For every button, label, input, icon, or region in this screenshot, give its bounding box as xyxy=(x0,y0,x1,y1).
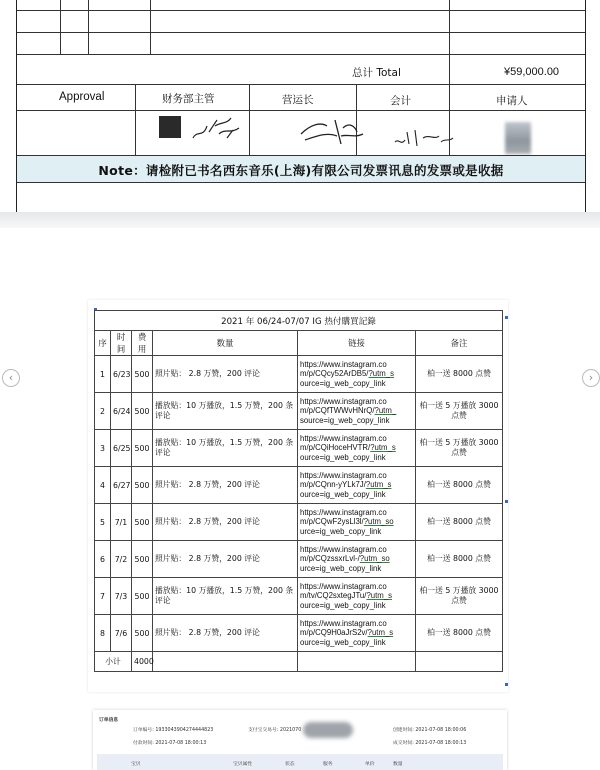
link-part: m/p/CQfTWWvHNrQ/ xyxy=(300,406,375,416)
link-part: m/p/CQcy52ArDB5/ xyxy=(300,369,369,379)
row-quantity: 照片贴： 2.8 万赞，200 评论 xyxy=(153,504,298,541)
link-part: https://www.instagram.co xyxy=(300,544,387,554)
redacted-trade-number xyxy=(303,722,353,738)
link-part: ource=ig_web_copy_link xyxy=(300,600,386,610)
link-part: https://www.instagram.co xyxy=(300,507,387,517)
total-label: 总计 Total xyxy=(352,67,401,79)
row-index: 5 xyxy=(95,504,111,541)
row-note: 柏一送 8000 点赞 xyxy=(416,541,503,578)
link-part: m/p/CQzssxrLvl-/ xyxy=(300,554,360,564)
row-note: 柏一送 5 万播放 3000 点赞 xyxy=(416,393,503,430)
table-line xyxy=(17,84,585,85)
table-line xyxy=(135,84,136,155)
row-link[interactable] xyxy=(298,541,416,578)
row-link[interactable] xyxy=(298,615,416,652)
sheet-edge xyxy=(0,212,600,228)
finance-head-header: 财务部主管 xyxy=(162,93,215,105)
row-fee: 500 xyxy=(132,393,153,430)
invoice-sheet xyxy=(16,0,586,213)
link-part: m/p/CQ9H0aJrS2v/ xyxy=(300,628,368,638)
row-index: 2 xyxy=(95,393,111,430)
pay-time: 付款时间: 2021-07-08 18:00:13 xyxy=(133,741,207,746)
redacted-signature xyxy=(159,116,181,138)
link-part: ource=ig_web_copy_link xyxy=(300,452,386,462)
table-row xyxy=(95,467,503,504)
table-header-row xyxy=(95,331,503,356)
order-table-header xyxy=(97,754,503,770)
col-cost-header: 费用 xyxy=(132,331,153,356)
subtotal-value: 4000 xyxy=(132,652,153,672)
row-index: 1 xyxy=(95,356,111,393)
table-row xyxy=(95,356,503,393)
link-part: ?utm_s xyxy=(366,591,393,601)
alipay-trade-number: 支付宝交易号: 2021070 xyxy=(248,728,302,733)
subtotal-label: 小计 xyxy=(95,652,132,672)
row-fee: 500 xyxy=(132,504,153,541)
link-part: source=ig_web_copy_link xyxy=(300,415,390,425)
order-number: 订单编号: 1933043904274444823 xyxy=(133,728,214,733)
link-part: m/p/CQnn-yYLk7J/ xyxy=(300,480,366,490)
link-part: urce=ig_web_copy_link xyxy=(300,563,382,573)
col-note-header: 备注 xyxy=(416,331,503,356)
row-quantity: 照片贴： 2.8 万赞，200 评论 xyxy=(153,356,298,393)
link-part: m/p/CQwF2ysLl3l/ xyxy=(300,517,364,527)
empty-cell xyxy=(153,652,298,672)
link-part: ?utm_s xyxy=(368,369,395,379)
row-quantity: 照片贴： 2.8 万赞，200 评论 xyxy=(153,615,298,652)
row-note: 柏一送 5 万播放 3000 点赞 xyxy=(416,578,503,615)
table-line xyxy=(17,110,585,111)
row-quantity: 照片贴： 2.8 万赞，200 评论 xyxy=(153,467,298,504)
accountant-header: 会计 xyxy=(390,95,411,107)
row-fee: 500 xyxy=(132,541,153,578)
table-line xyxy=(249,84,250,155)
row-link[interactable] xyxy=(298,356,416,393)
row-index: 8 xyxy=(95,615,111,652)
row-note: 柏一送 8000 点赞 xyxy=(416,615,503,652)
table-line xyxy=(88,0,89,54)
chevron-left-icon[interactable]: ‹ xyxy=(2,369,20,387)
purchase-record-sheet xyxy=(88,300,508,692)
row-fee: 500 xyxy=(132,615,153,652)
row-fee: 500 xyxy=(132,467,153,504)
corner-mark xyxy=(505,683,508,686)
blurred-signature xyxy=(505,122,531,154)
row-date: 7/3 xyxy=(111,578,132,615)
row-date: 6/23 xyxy=(111,356,132,393)
link-part: ?utm_s xyxy=(367,628,394,638)
order-col-header: 服务 xyxy=(323,762,333,767)
table-title: 2021 年 06/24-07/07 IG 热付購買記錄 xyxy=(95,311,503,331)
link-part: https://www.instagram.co xyxy=(300,359,387,369)
link-part: https://www.instagram.co xyxy=(300,581,387,591)
row-link[interactable] xyxy=(298,467,416,504)
corner-mark xyxy=(505,500,508,503)
row-link[interactable] xyxy=(298,393,416,430)
signature-finance xyxy=(187,112,247,144)
row-fee: 500 xyxy=(132,356,153,393)
purchase-table xyxy=(94,310,503,672)
row-date: 6/27 xyxy=(111,467,132,504)
row-index: 7 xyxy=(95,578,111,615)
subtotal-row xyxy=(95,652,503,672)
table-line xyxy=(17,10,585,11)
row-date: 6/24 xyxy=(111,393,132,430)
order-col-header: 状态 xyxy=(285,762,295,767)
empty-cell xyxy=(416,652,503,672)
signature-coo xyxy=(297,114,367,150)
create-time: 创建时间: 2021-07-08 18:00:06 xyxy=(393,728,467,733)
link-part: ource=ig_web_copy_link xyxy=(300,637,386,647)
link-part: https://www.instagram.co xyxy=(300,470,387,480)
row-note: 柏一送 8000 点赞 xyxy=(416,356,503,393)
table-row xyxy=(95,578,503,615)
row-fee: 500 xyxy=(132,578,153,615)
link-part: https://www.instagram.co xyxy=(300,433,387,443)
table-line xyxy=(17,32,585,33)
link-part: https://www.instagram.co xyxy=(300,618,387,628)
row-link[interactable] xyxy=(298,430,416,467)
link-part: m/p/CQiHoceHVTR/ xyxy=(300,443,371,453)
corner-mark xyxy=(505,316,508,319)
table-row xyxy=(95,541,503,578)
row-quantity: 播放贴：10 万播放，1.5 万赞，200 条评论 xyxy=(153,430,298,467)
table-row xyxy=(95,504,503,541)
row-note: 柏一送 5 万播放 3000 点赞 xyxy=(416,430,503,467)
col-quantity-header: 数量 xyxy=(153,331,298,356)
table-line xyxy=(60,0,61,54)
signature-accountant xyxy=(389,120,459,152)
link-part: ?utm_ xyxy=(374,406,397,416)
link-part: ?utm_so xyxy=(359,554,390,564)
applicant-header: 申请人 xyxy=(496,95,528,107)
note-bar xyxy=(17,155,585,183)
coo-header: 营运长 xyxy=(282,94,314,106)
row-date: 7/1 xyxy=(111,504,132,541)
row-date: 6/25 xyxy=(111,430,132,467)
order-section-label: 订单信息 xyxy=(99,718,119,723)
table-row xyxy=(95,393,503,430)
row-date: 7/6 xyxy=(111,615,132,652)
chevron-right-icon[interactable]: › xyxy=(582,369,600,387)
link-part: ource=ig_web_copy_link xyxy=(300,378,386,388)
link-part: ?utm_so xyxy=(363,517,394,527)
col-time-header: 时间 xyxy=(111,331,132,356)
row-quantity: 播放贴：10 万播放，1.5 万赞，200 条评论 xyxy=(153,578,298,615)
row-index: 4 xyxy=(95,467,111,504)
order-col-header: 宝贝 xyxy=(131,762,141,767)
row-note: 柏一送 8000 点赞 xyxy=(416,467,503,504)
link-part: ?utm_s xyxy=(365,480,392,490)
link-part: m/tv/CQ2sxtegJTu/ xyxy=(300,591,367,601)
table-line xyxy=(17,54,585,55)
row-quantity: 照片贴： 2.8 万赞，200 评论 xyxy=(153,541,298,578)
link-part: https://www.instagram.co xyxy=(300,396,387,406)
empty-cell xyxy=(298,652,416,672)
row-index: 3 xyxy=(95,430,111,467)
col-link-header: 链接 xyxy=(298,331,416,356)
deal-time: 成交时间: 2021-07-08 18:00:13 xyxy=(393,741,467,746)
table-row xyxy=(95,615,503,652)
table-row xyxy=(95,430,503,467)
link-part: ?utm_s xyxy=(370,443,396,453)
table-line xyxy=(449,0,450,84)
row-fee: 500 xyxy=(132,430,153,467)
order-col-header: 数量 xyxy=(393,762,403,767)
table-line xyxy=(150,0,151,54)
row-note: 柏一送 8000 点赞 xyxy=(416,504,503,541)
row-quantity: 播放贴：10 万播放，1.5 万赞，200 条评论 xyxy=(153,393,298,430)
row-index: 6 xyxy=(95,541,111,578)
row-date: 7/2 xyxy=(111,541,132,578)
order-info-sheet xyxy=(93,710,507,770)
order-col-header: 单价 xyxy=(365,762,375,767)
approval-header: Approval xyxy=(59,91,105,103)
link-part: ource=ig_web_copy_link xyxy=(300,489,386,499)
row-link[interactable] xyxy=(298,504,416,541)
note-text: Note：请检附已书名西东音乐(上海)有限公司发票讯息的发票或是收据 xyxy=(98,163,504,178)
link-part: urce=ig_web_copy_link xyxy=(300,526,382,536)
row-link[interactable] xyxy=(298,578,416,615)
total-value: ¥59,000.00 xyxy=(504,66,560,78)
col-index-header: 序 xyxy=(95,331,111,356)
order-col-header: 宝贝属性 xyxy=(233,762,253,767)
